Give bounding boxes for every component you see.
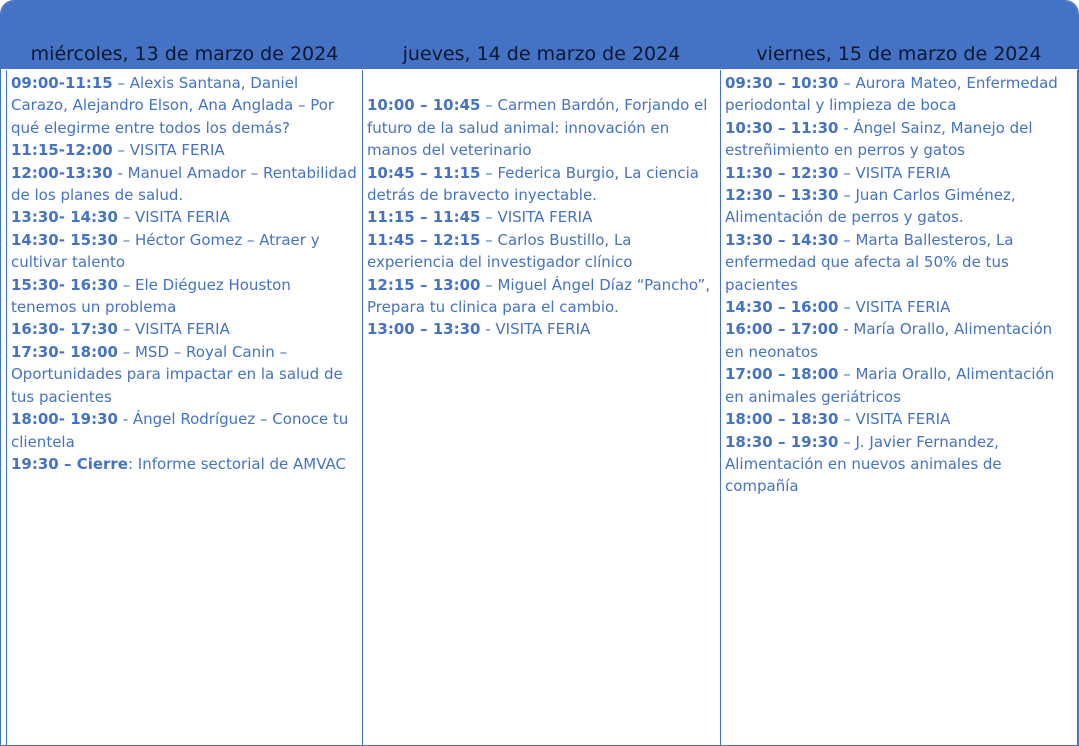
entry-time: 14:30 – 16:00 (725, 298, 839, 317)
schedule-entry (367, 318, 716, 340)
column-wednesday (6, 70, 363, 745)
schedule-entry (725, 363, 1073, 408)
schedule-entry (11, 274, 358, 319)
entry-time: 18:30 – 19:30 (725, 432, 839, 451)
schedule-entry (367, 162, 716, 207)
entry-description: – Marta Ballesteros, La enfermedad que afecta al 50% de tus pacientes (725, 230, 1014, 294)
entry-description: - Ángel Sainz, Manejo del estreñimiento en perros y gatos (725, 118, 1033, 160)
schedule-entry (11, 408, 358, 453)
entry-description: – VISITA FERIA (838, 298, 951, 317)
entry-description: – VISITA FERIA (480, 208, 593, 227)
schedule-entry (725, 431, 1073, 498)
schedule-entry (725, 117, 1073, 162)
entry-description: – VISITA FERIA (117, 208, 230, 227)
entry-time: 11:45 – 12:15 (367, 230, 481, 249)
schedule-entry (11, 229, 358, 274)
entry-time: 19:30 – Cierre (11, 454, 128, 473)
entry-time: 09:00-11:15 (11, 74, 113, 92)
schedule-entry (11, 318, 358, 340)
schedule-entry (11, 341, 358, 408)
entry-time: 12:30 – 13:30 (725, 186, 839, 205)
blank-line (367, 72, 716, 94)
entry-description: – VISITA FERIA (838, 410, 951, 429)
entry-description: – MSD – Royal Canin – Oportunidades para impactar en la salud de tus pacientes (11, 342, 343, 406)
entry-description: – Maria Orallo, Alimentación en animales geriátricos (725, 365, 1055, 406)
entry-description: – Juan Carlos Giménez, Alimentación de perros y gatos. (725, 186, 1016, 227)
column-header-wednesday: miércoles, 13 de marzo de 2024 (30, 43, 339, 65)
entry-time: 09:30 – 10:30 (725, 74, 839, 92)
column-header-thursday: jueves, 14 de marzo de 2024 (402, 43, 681, 65)
entry-time: 10:00 – 10:45 (367, 96, 481, 115)
schedule-entry (725, 296, 1073, 318)
entry-time: 11:15-12:00 (11, 141, 113, 160)
column-header-friday: viernes, 15 de marzo de 2024 (756, 43, 1042, 65)
schedule-entry (11, 162, 358, 207)
entry-description: – Miguel Ángel Díaz “Pancho”, Prepara tu clinica para el cambio. (367, 275, 711, 317)
schedule-entry (367, 206, 716, 228)
entry-time: 15:30- 16:30 (11, 275, 118, 294)
schedule-entry (11, 453, 358, 475)
column-friday (720, 70, 1078, 745)
entry-time: 16:30- 17:30 (11, 320, 118, 339)
column-thursday (362, 70, 721, 745)
entry-description: – Héctor Gomez – Atraer y cultivar talento (11, 230, 320, 272)
entry-description: - Ángel Rodríguez – Conoce tu clientela (11, 410, 349, 451)
entry-description: - VISITA FERIA (480, 320, 591, 339)
schedule-entry (725, 408, 1073, 430)
entry-time: 12:00-13:30 (11, 163, 113, 182)
entry-description: – Carmen Bardón, Forjando el futuro de la salud animal: innovación en manos del veterinario (367, 96, 708, 160)
entry-time: 17:00 – 18:00 (725, 365, 839, 384)
entry-time: 13:30 – 14:30 (725, 230, 839, 249)
entry-time: 17:30- 18:00 (11, 342, 118, 361)
schedule-entry (11, 206, 358, 228)
entry-time: 11:30 – 12:30 (725, 163, 839, 182)
entry-description: – VISITA FERIA (112, 141, 225, 160)
schedule-entry (11, 72, 358, 139)
schedule-entry (11, 139, 358, 161)
entry-time: 18:00 – 18:30 (725, 410, 839, 429)
entry-time: 16:00 – 17:00 (725, 320, 839, 339)
entry-time: 13:00 – 13:30 (367, 320, 481, 339)
entry-description: - María Orallo, Alimentación en neonatos (725, 320, 1053, 361)
schedule-entry (725, 162, 1073, 184)
schedule-entry (725, 318, 1073, 363)
entry-description: – Aurora Mateo, Enfermedad periodontal y limpieza de boca (725, 74, 1058, 115)
entry-time: 14:30- 15:30 (11, 230, 118, 249)
entry-description: – VISITA FERIA (838, 163, 951, 182)
entry-description: – Carlos Bustillo, La experiencia del investigador clínico (367, 230, 633, 272)
schedule-entry (367, 229, 716, 274)
schedule-entry (725, 72, 1073, 117)
entry-time: 10:45 – 11:15 (367, 163, 481, 182)
schedule-entry (725, 229, 1073, 296)
entry-time: 12:15 – 13:00 (367, 275, 481, 294)
entry-description: : Informe sectorial de AMVAC (127, 454, 347, 473)
entry-description: – J. Javier Fernandez, Alimentación en nuevos animales de compañía (725, 432, 1002, 496)
entry-description: - Manuel Amador – Rentabilidad de los planes de salud. (11, 163, 357, 205)
schedule-entry (725, 184, 1073, 229)
entry-time: 10:30 – 11:30 (725, 118, 839, 137)
entry-time: 11:15 – 11:45 (367, 208, 481, 227)
entry-description: – Alexis Santana, Daniel Carazo, Alejandro Elson, Ana Anglada – Por qué elegirme entre todos los demás? (11, 74, 335, 137)
entry-time: 13:30- 14:30 (11, 208, 118, 227)
schedule-entry (367, 274, 716, 319)
entry-description: – Ele Diéguez Houston tenemos un problema (11, 275, 291, 317)
entry-description: – VISITA FERIA (117, 320, 230, 339)
entry-time: 18:00- 19:30 (11, 410, 118, 429)
entry-description: – Federica Burgio, La ciencia detrás de bravecto inyectable. (367, 163, 699, 205)
schedule-entry (367, 94, 716, 161)
